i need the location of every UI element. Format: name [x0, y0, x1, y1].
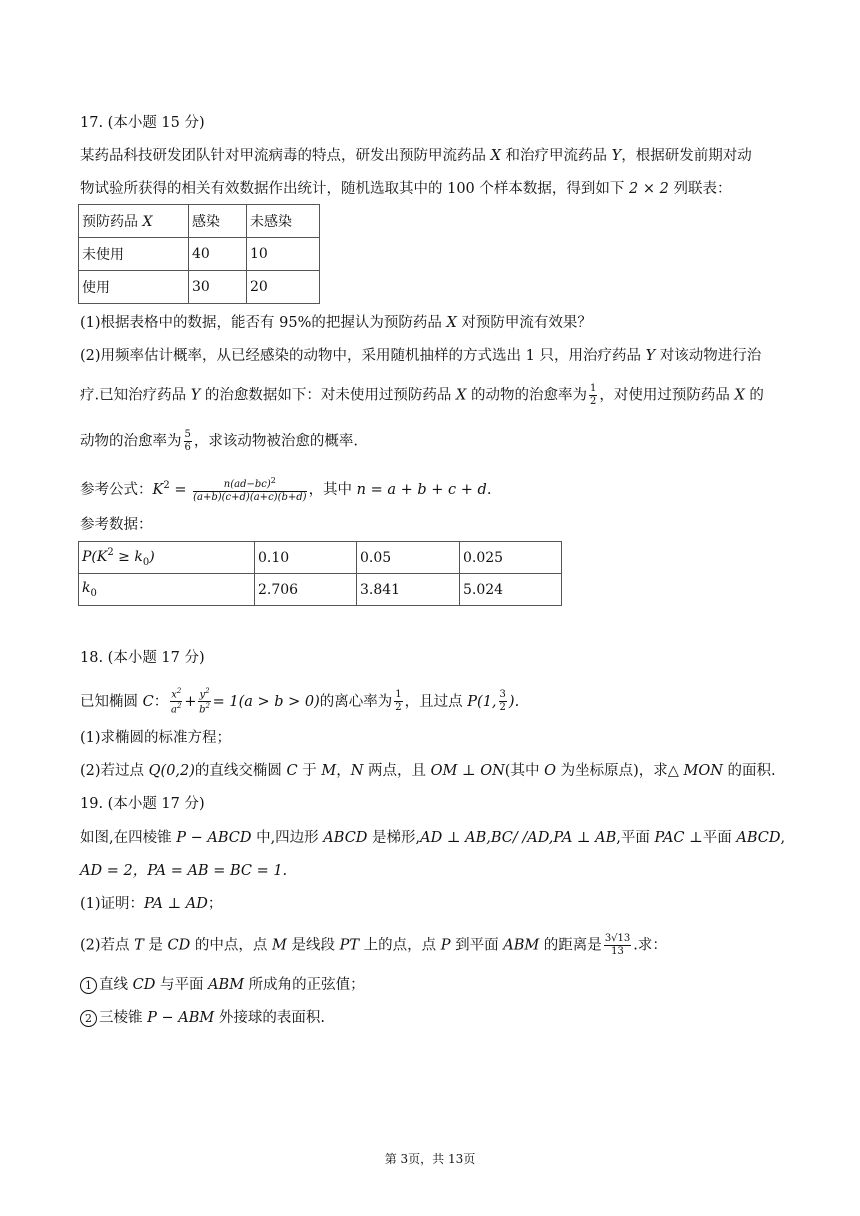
q17-para-line2: 物试验所获得的相关有效数据作出统计，随机选取其中的 100 个样本数据，得到如下 2 × 2 列联表： [80, 181, 732, 197]
table1-header-infected: 感染 [189, 205, 247, 238]
q19-line2: AD = 2，PA = AB = BC = 1. [80, 863, 288, 879]
table2-cell: 5.024 [460, 574, 562, 606]
table1-cell: 40 [189, 238, 247, 271]
table2-cell: 0.10 [255, 542, 357, 574]
critical-value-table [78, 541, 562, 606]
contingency-table [78, 204, 320, 304]
q19-subq1: (1)证明：PA ⊥ AD； [80, 896, 223, 912]
table2-cell: 0.025 [460, 542, 562, 574]
fraction-one-half: $\frac{1}{2}$ [395, 689, 402, 714]
reference-formula: 参考公式：$K^2$ = $\frac{n(ad-bc)^2}{(a+b)(c+d)(a+c)(b+d)}$ ，其中 n = a + b + c + d. [80, 476, 492, 503]
reference-data-label: 参考数据： [80, 517, 153, 533]
table1-cell: 20 [247, 271, 320, 304]
q19-line1: 如图,在四棱锥 P − ABCD 中,四边形 ABCD 是梯形,AD ⊥ AB,BC/ /AD,PA ⊥ AB,平面 PAC ⊥平面 ABCD, [80, 830, 786, 846]
fraction-three-halves: $\frac{3}{2}$ [499, 689, 506, 714]
table2-cell: 0.05 [357, 542, 460, 574]
q19-header: 19. (本小题 17 分) [80, 796, 205, 812]
q17-header: 17. (本小题 15 分) [80, 115, 205, 131]
q17-subq2-line2: 疗.已知治疗药品 Y 的治愈数据如下：对未使用过预防药品 X 的动物的治愈率为 $\frac{1}{2}$ ，对使用过预防药品 X 的 [80, 383, 764, 407]
fraction-x2-a2: $\frac{x^2}{a^2}$ [171, 687, 182, 716]
table1-header-not-infected: 未感染 [247, 205, 320, 238]
table2-cell: 3.841 [357, 574, 460, 606]
fraction-five-sixths: $\frac{5}{6}$ [184, 429, 191, 453]
q18-header: 18. (本小题 17 分) [80, 650, 205, 666]
table1-cell: 使用 [79, 271, 189, 304]
q17-subq2-line1: (2)用频率估计概率，从已经感染的动物中，采用随机抽样的方式选出 1 只，用治疗药品 Y 对该动物进行治 [80, 348, 762, 364]
q18-subq2: (2)若过点 Q(0,2)的直线交椭圆 C 于 M，N 两点，且 OM ⊥ ON(其中 O 为坐标原点)，求△ MON 的面积. [80, 763, 776, 779]
table1-cell: 10 [247, 238, 320, 271]
circled-one-icon: 1 [80, 977, 97, 994]
q18-subq1: (1)求椭圆的标准方程； [80, 730, 232, 746]
k-squared-fraction: $\frac{n(ad-bc)^2}{(a+b)(c+d)(a+c)(b+d)}$ [193, 476, 307, 503]
q17-para-line1: 某药品科技研发团队针对甲流病毒的特点，研发出预防甲流药品 X 和治疗甲流药品 Y，根据研发前期对动 [80, 148, 752, 164]
q19-subq2: (2)若点 T 是 CD 的中点，点 M 是线段 PT 上的点，点 P 到平面 ABM 的距离是 $\frac{3√13}{13}$ .求： [80, 933, 667, 957]
table2-header-k: $k_0$ [79, 574, 255, 606]
q18-line1: 已知椭圆 C： $\frac{x^2}{a^2}$ + $\frac{y^2}{b^2}$ = 1(a > b > 0)的离心率为 $\frac{1}{2}$ ，且过点 P(1, $\frac{3}{2}$ ). [80, 687, 520, 716]
q17-subq1: (1)根据表格中的数据，能否有 95%的把握认为预防药品 X 对预防甲流有效果？ [80, 315, 592, 331]
table1-cell: 30 [189, 271, 247, 304]
fraction-distance: $\frac{3√13}{13}$ [604, 933, 631, 957]
fraction-one-half: $\frac{1}{2}$ [589, 383, 597, 407]
table1-cell: 未使用 [79, 238, 189, 271]
q19-item1: 1 直线 CD 与平面 ABM 所成角的正弦值； [80, 975, 365, 995]
page-footer: 第 3页，共 13页 [384, 1152, 476, 1166]
table1-header-drug: 预防药品 X [79, 205, 189, 238]
circled-two-icon: 2 [80, 1010, 97, 1027]
fraction-y2-b2: $\frac{y^2}{b^2}$ [199, 687, 210, 716]
table2-header-p: $P(K^2 \ge k_0)$ [79, 542, 255, 574]
q19-item2: 2 三棱锥 P − ABM 外接球的表面积. [80, 1008, 325, 1028]
q17-subq2-line3: 动物的治愈率为 $\frac{5}{6}$ ，求该动物被治愈的概率. [80, 429, 358, 453]
table2-cell: 2.706 [255, 574, 357, 606]
